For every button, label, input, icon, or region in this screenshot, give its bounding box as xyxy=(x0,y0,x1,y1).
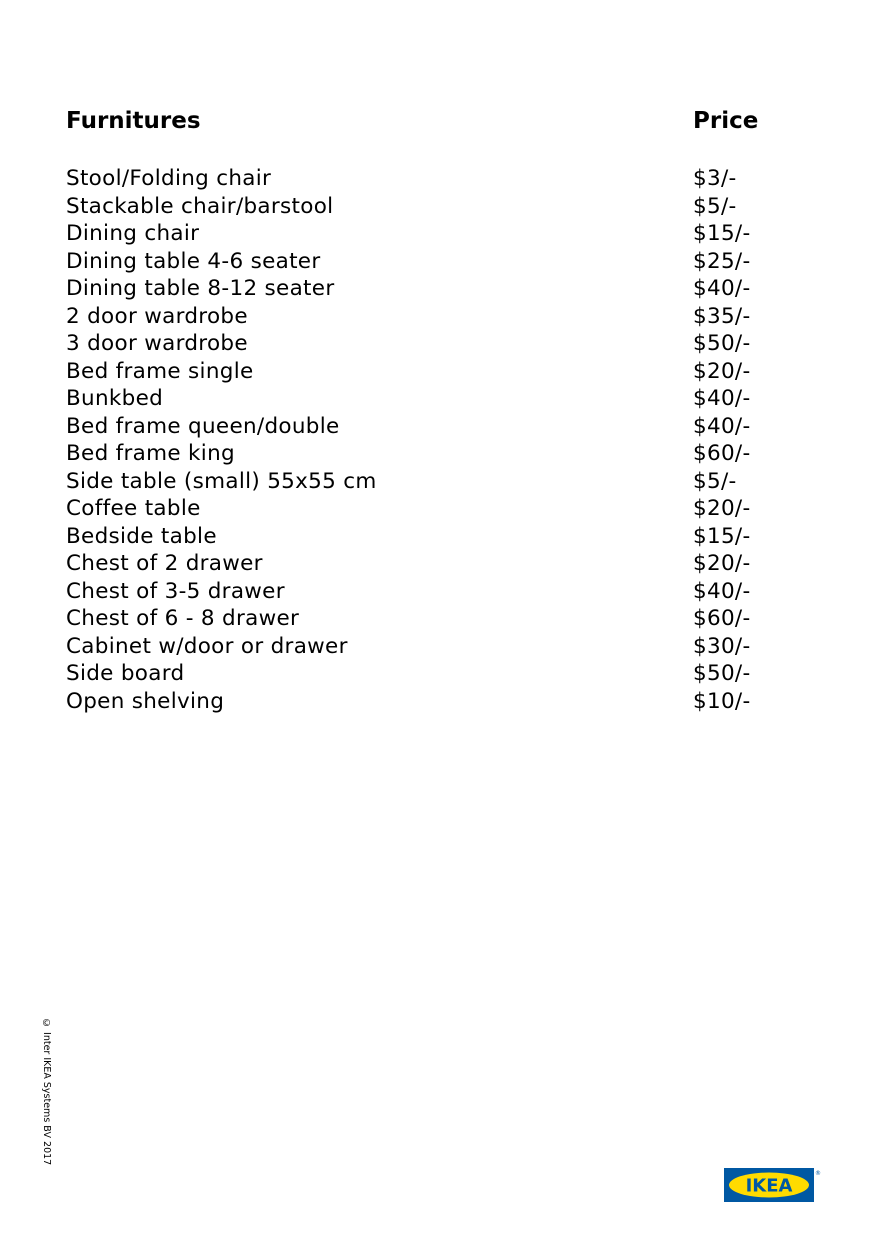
list-item xyxy=(66,605,786,633)
item-price: $15/- xyxy=(693,523,751,549)
list-item xyxy=(66,495,786,523)
list-item xyxy=(66,220,786,248)
list-item xyxy=(66,440,786,468)
list-item xyxy=(66,660,786,688)
item-price: $40/- xyxy=(693,386,751,411)
list-item xyxy=(66,248,786,276)
item-name: Chest of 6 - 8 drawer xyxy=(66,606,300,631)
ikea-logo-graphic xyxy=(724,1168,820,1202)
list-item xyxy=(66,550,786,578)
list-item xyxy=(66,193,786,221)
price-column-header: Price xyxy=(693,108,759,134)
item-price: $40/- xyxy=(693,276,751,301)
item-name: Dining chair xyxy=(66,221,200,246)
item-name: Open shelving xyxy=(66,688,225,714)
registered-mark: ® xyxy=(815,1170,821,1177)
item-name: Bunkbed xyxy=(66,386,164,411)
item-name: Bed frame king xyxy=(66,441,235,466)
list-item xyxy=(66,303,786,331)
list-item xyxy=(66,468,786,496)
copyright-notice: © Inter IKEA Systems BV 2017 xyxy=(41,1018,52,1166)
price-list xyxy=(66,165,786,715)
item-price: $30/- xyxy=(693,633,751,659)
ikea-logo xyxy=(724,1168,820,1202)
item-name: Dining table 4-6 seater xyxy=(66,248,321,274)
item-price: $20/- xyxy=(693,358,751,384)
list-item xyxy=(66,578,786,606)
furnitures-column-header: Furnitures xyxy=(66,108,201,134)
item-name: Bedside table xyxy=(66,523,217,549)
table-header xyxy=(66,104,786,138)
item-price: $50/- xyxy=(693,331,751,356)
item-price: $20/- xyxy=(693,551,751,576)
item-price: $10/- xyxy=(693,688,751,714)
item-price: $5/- xyxy=(693,468,737,494)
item-price: $5/- xyxy=(693,193,737,219)
item-price: $25/- xyxy=(693,248,751,274)
item-price: $35/- xyxy=(693,303,751,329)
item-name: Bed frame single xyxy=(66,358,254,384)
item-name: Stackable chair/barstool xyxy=(66,193,334,219)
item-name: 2 door wardrobe xyxy=(66,303,248,329)
item-price: $50/- xyxy=(693,661,751,686)
item-name: Side board xyxy=(66,661,185,686)
item-price: $60/- xyxy=(693,441,751,466)
item-price: $40/- xyxy=(693,413,751,439)
list-item xyxy=(66,358,786,386)
list-item xyxy=(66,413,786,441)
item-name: Coffee table xyxy=(66,496,201,521)
logo-wordmark: IKEA xyxy=(745,1175,793,1197)
list-item xyxy=(66,633,786,661)
list-item xyxy=(66,275,786,303)
list-item xyxy=(66,688,786,716)
item-name: Stool/Folding chair xyxy=(66,166,272,191)
item-name: 3 door wardrobe xyxy=(66,331,248,356)
list-item xyxy=(66,330,786,358)
item-name: Bed frame queen/double xyxy=(66,413,340,439)
item-price: $60/- xyxy=(693,606,751,631)
list-item xyxy=(66,165,786,193)
item-name: Dining table 8-12 seater xyxy=(66,276,335,301)
item-price: $15/- xyxy=(693,221,751,246)
list-item xyxy=(66,523,786,551)
list-item xyxy=(66,385,786,413)
item-name: Chest of 2 drawer xyxy=(66,551,263,576)
item-name: Side table (small) 55x55 cm xyxy=(66,468,377,494)
item-name: Chest of 3-5 drawer xyxy=(66,578,285,604)
item-price: $20/- xyxy=(693,496,751,521)
item-price: $3/- xyxy=(693,166,737,191)
item-price: $40/- xyxy=(693,578,751,604)
item-name: Cabinet w/door or drawer xyxy=(66,633,348,659)
